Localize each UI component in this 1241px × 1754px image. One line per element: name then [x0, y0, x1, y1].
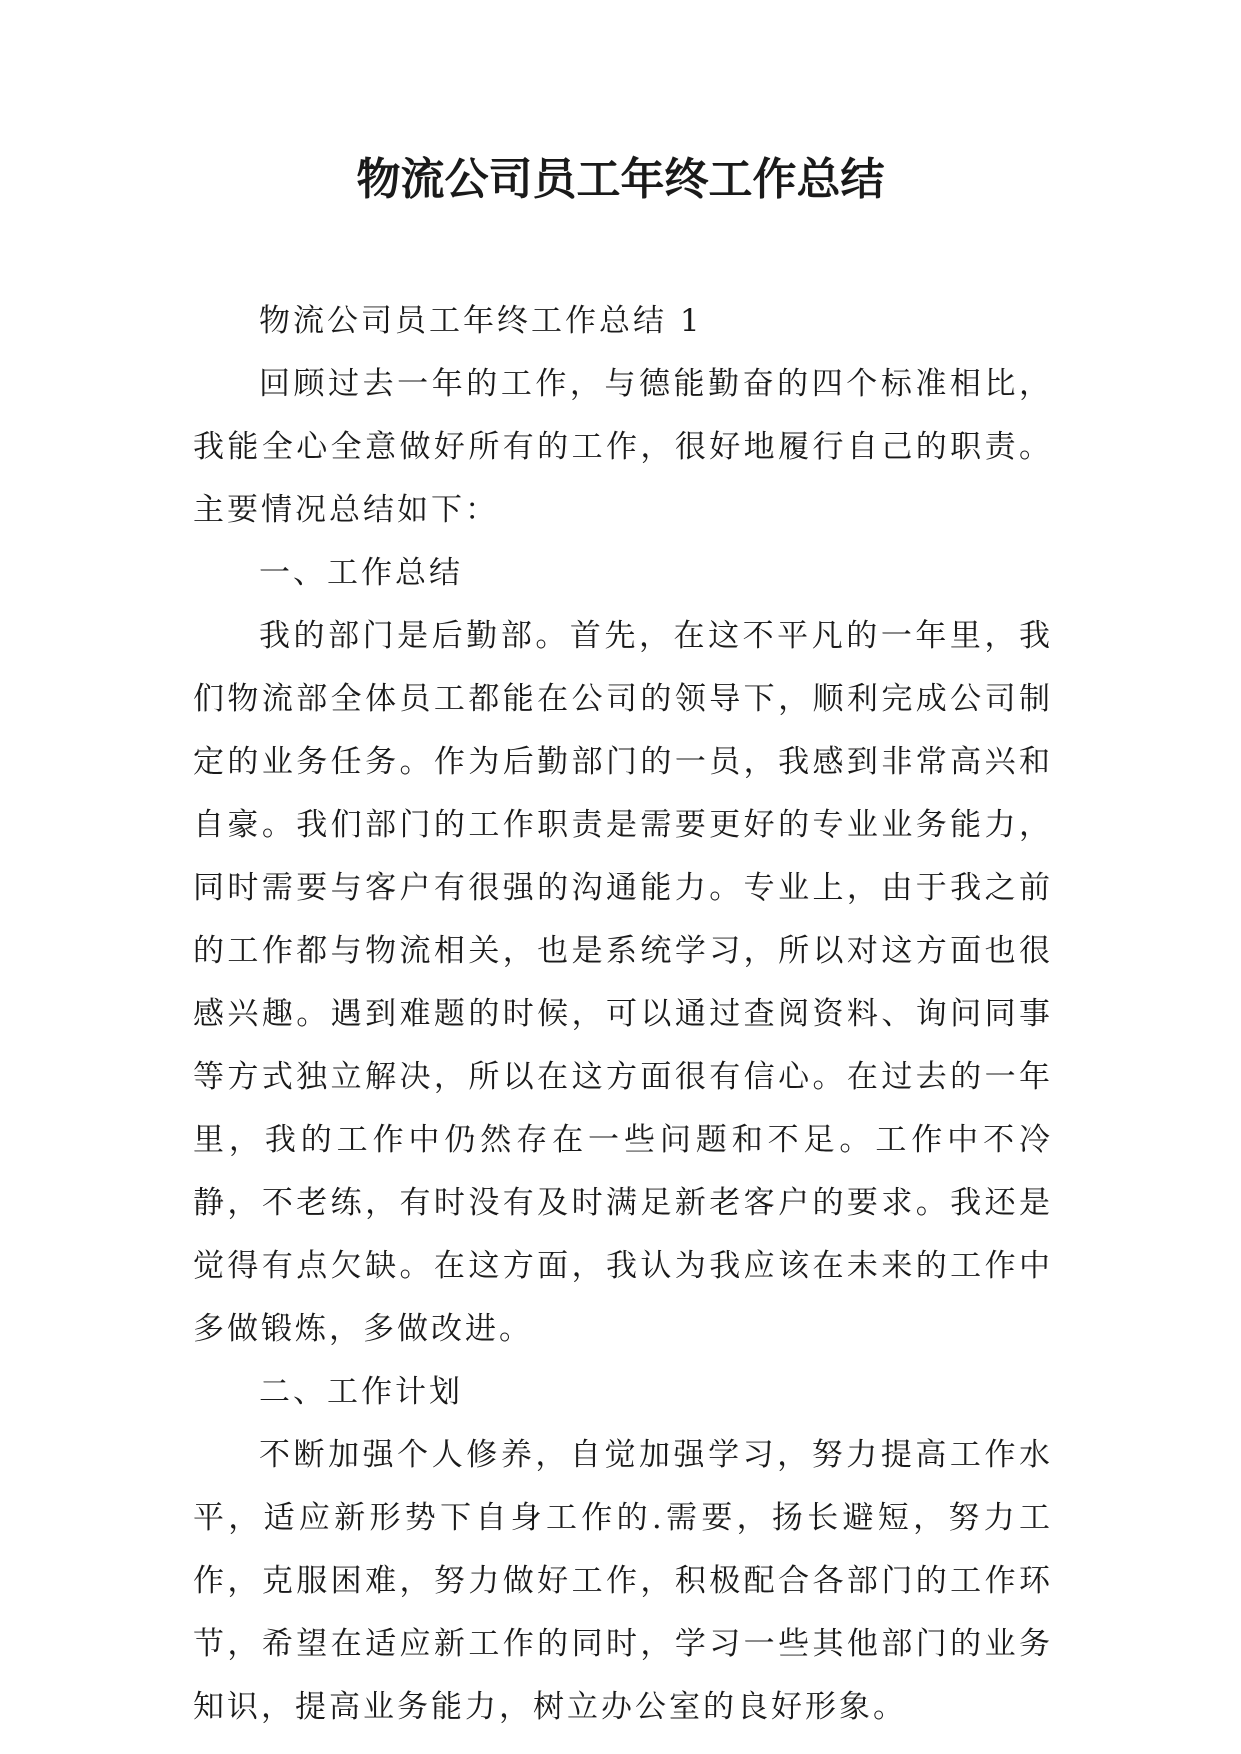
section-heading-work-plan: 二、工作计划: [259, 1374, 463, 1410]
work-plan-paragraph: 不断加强个人修养，自觉加强学习，努力提高工作水平，适应新形势下自身工作的.需要，扬长避短，努力工作，克服困难，努力做好工作，积极配合各部门的工作环节，希望在适应新工作的同时，学习一些其他部门的业务知识，提高业务能力，树立办公室的良好形象。: [193, 1437, 1053, 1725]
document-subtitle: 物流公司员工年终工作总结 1: [259, 303, 703, 339]
document-body: [193, 290, 1053, 1739]
work-summary-paragraph: 我的部门是后勤部。首先，在这不平凡的一年里，我们物流部全体员工都能在公司的领导下，顺利完成公司制定的业务任务。作为后勤部门的一员，我感到非常高兴和自豪。我们部门的工作职责是需要更好的专业业务能力，同时需要与客户有很强的沟通能力。专业上，由于我之前的工作都与物流相关，也是系统学习，所以对这方面也很感兴趣。遇到难题的时候，可以通过查阅资料、询问同事等方式独立解决，所以在这方面很有信心。在过去的一年里，我的工作中仍然存在一些问题和不足。工作中不冷静，不老练，有时没有及时满足新老客户的要求。我还是觉得有点欠缺。在这方面，我认为我应该在未来的工作中多做锻炼，多做改进。: [193, 618, 1053, 1347]
intro-paragraph: 回顾过去一年的工作，与德能勤奋的四个标准相比，我能全心全意做好所有的工作，很好地履行自己的职责。主要情况总结如下：: [193, 366, 1053, 528]
section-heading-work-summary: 一、工作总结: [259, 555, 463, 591]
document-title: 物流公司员工年终工作总结: [356, 154, 885, 205]
